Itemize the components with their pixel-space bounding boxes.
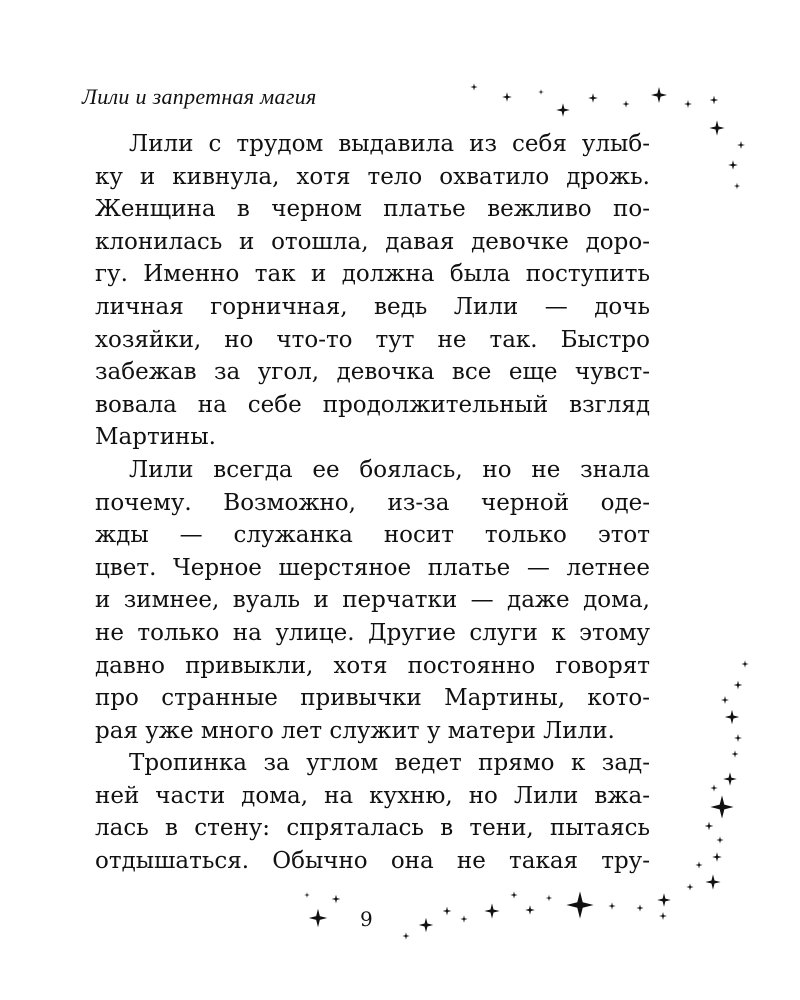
sparkle-star-icons [304, 83, 748, 939]
text-line: ку и кивнула, хотя тело охватило дрожь. [95, 163, 650, 190]
text-line: и зимнее, вуаль и перчатки — даже дома, [95, 587, 650, 614]
text-line: не только на улице. Другие слуги к этому [95, 619, 650, 646]
text-line: Женщина в черном платье вежливо по- [95, 196, 650, 223]
text-line: Лили с трудом выдавила из себя улыб- [129, 131, 650, 157]
text-line: клонилась и отошла, давая девочке доро- [95, 228, 650, 255]
text-line: рая уже много лет служит у матери Лили. [95, 717, 615, 744]
text-line: вовала на себе продолжительный взгляд [95, 391, 650, 418]
text-line: давно привыкли, хотя постоянно говорят [95, 652, 650, 679]
text-line: цвет. Черное шерстяное платье — летнее [95, 554, 650, 581]
page-number: 9 [360, 907, 373, 931]
text-line: Лили всегда ее боялась, но не знала [129, 456, 650, 483]
text-line: хозяйки, но что-то тут не так. Быстро [95, 326, 650, 353]
text-line: ней части дома, на кухню, но Лили вжа- [95, 782, 650, 809]
text-line: Тропинка за углом ведет прямо к зад- [129, 750, 650, 777]
text-line: отдышаться. Обычно она не такая тру- [95, 848, 650, 875]
text-line: Мартины. [95, 424, 216, 451]
text-line: личная горничная, ведь Лили — дочь [95, 293, 650, 320]
text-line: забежав за угол, девочка все еще чувст- [95, 359, 650, 386]
text-line: почему. Возможно, из-за черной оде- [95, 489, 650, 516]
text-line: про странные привычки Мартины, кото- [95, 685, 650, 712]
text-line: гу. Именно так и должна была поступить [95, 261, 650, 288]
text-line: лась в стену: спряталась в тени, пытаясь [95, 815, 650, 842]
text-line: жды — служанка носит только этот [95, 522, 650, 549]
running-header: Лили и запретная магия [82, 84, 317, 109]
